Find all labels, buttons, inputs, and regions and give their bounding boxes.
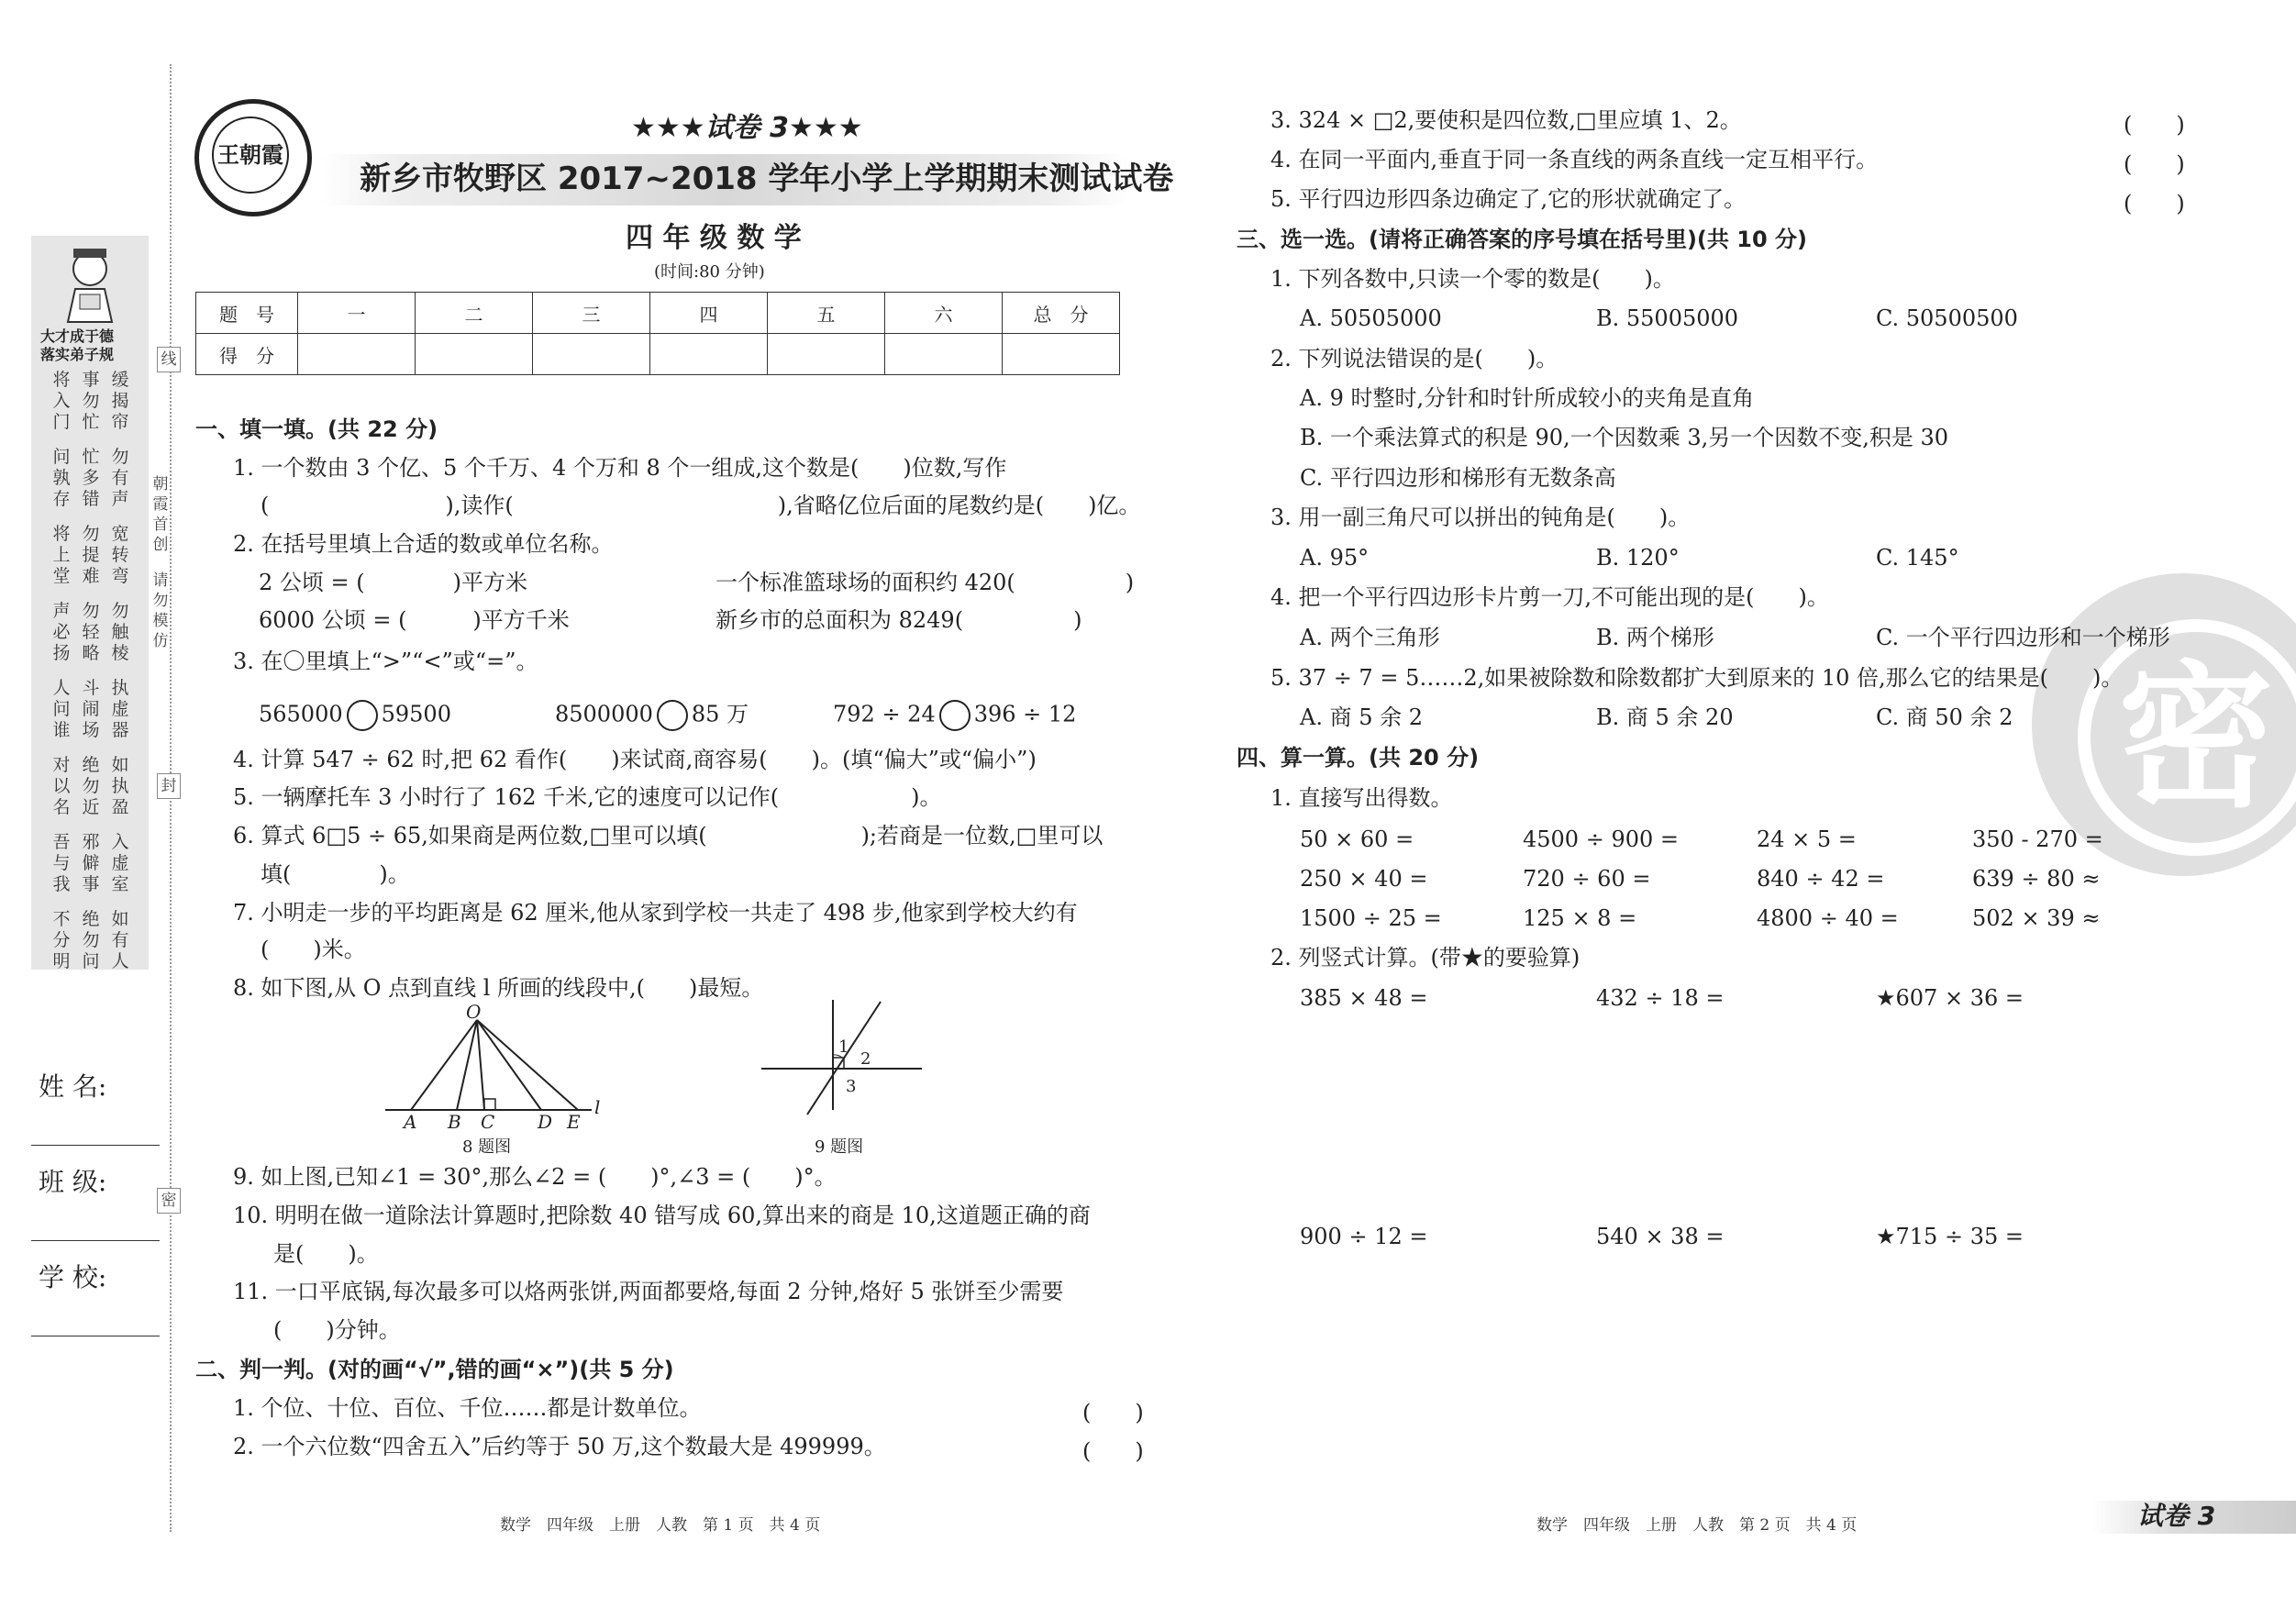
p1-q7-line2: ( )米。 — [261, 937, 366, 962]
p2-item-3: 3. 324 × □2,要使积是四位数,□里应填 1、2。 — [1270, 107, 1742, 133]
judge-answer-paren[interactable]: ( ) — [2124, 151, 2185, 177]
seal-note-2: 请勿模仿 — [152, 571, 169, 650]
motto-line-1: 大才成于德 — [40, 327, 115, 345]
score-input-cell[interactable] — [533, 334, 650, 375]
calc-item: 50 × 60 = — [1300, 826, 1414, 852]
figure-8-perpendicular — [385, 1001, 615, 1136]
subject-title: 四 年 级 数 学 — [626, 222, 802, 254]
p1-q9: 9. 如上图,已知∠1 = 30°,那么∠2 = ( )°,∠3 = ( )°。 — [233, 1164, 837, 1190]
score-cell: 五 — [768, 293, 885, 334]
p2-item-1: 1. 个位、十位、百位、千位……都是计数单位。 — [233, 1395, 702, 1421]
p2-item-4: 4. 在同一平面内,垂直于同一条直线的两条直线一定互相平行。 — [1270, 147, 1879, 172]
q3c-right: 396 ÷ 12 — [973, 701, 1077, 727]
motto-column: 如有人 — [111, 909, 129, 971]
score-table-score-row — [196, 334, 1120, 375]
class-field-line[interactable] — [31, 1240, 160, 1241]
p3-q5-opt-c: C. 商 50 余 2 — [1876, 704, 2013, 730]
calc-item: 720 ÷ 60 = — [1523, 866, 1651, 892]
motto-line-2: 落实弟子规 — [40, 346, 115, 363]
calc-item: 4800 ÷ 40 = — [1757, 905, 1899, 931]
fig8-label-E: E — [567, 1111, 581, 1133]
name-field-label: 姓 名: — [39, 1071, 107, 1102]
motto-column: 将上堂 — [52, 524, 71, 586]
motto-column: 对以名 — [52, 755, 71, 817]
motto-column: 勿轻略 — [82, 601, 100, 663]
score-table — [195, 292, 1120, 375]
compare-circle[interactable] — [347, 700, 378, 731]
part4-heading: 四、算一算。(共 20 分) — [1237, 745, 1480, 771]
fig8-label-A: A — [404, 1111, 417, 1133]
q3b-right: 85 万 — [691, 701, 749, 727]
calc-item: 24 × 5 = — [1757, 826, 1857, 852]
motto-column: 执虚器 — [111, 678, 129, 740]
vertical-calc-item: 540 × 38 = — [1596, 1224, 1725, 1249]
score-input-cell[interactable] — [650, 334, 768, 375]
p1-q2-c: 6000 公顷 = ( )平方千米 — [259, 607, 570, 633]
p3-q4: 4. 把一个平行四边形卡片剪一刀,不可能出现的是( )。 — [1270, 584, 1829, 610]
p1-q3: 3. 在〇里填上“>”“<”或“=”。 — [233, 649, 538, 674]
vertical-calc-item: 432 ÷ 18 = — [1596, 985, 1725, 1011]
motto-column: 忙多错 — [82, 447, 100, 509]
footer-tag: 试卷 3 — [2137, 1501, 2216, 1531]
fig8-caption: 8 题图 — [462, 1137, 512, 1157]
seal-mark-xian: 线 — [157, 347, 181, 372]
p1-q4: 4. 计算 547 ÷ 62 时,把 62 看作( )来试商,商容易( )。(填“偏大”或“偏小”) — [233, 747, 1037, 772]
exam-tag: ★★★试卷 3★★★ — [631, 112, 863, 144]
p4-q1: 1. 直接写出得数。 — [1270, 785, 1453, 811]
p3-q4-opt-a: A. 两个三角形 — [1300, 625, 1440, 650]
motto-column: 不分明 — [52, 909, 71, 971]
score-cell: 得 分 — [196, 334, 298, 375]
motto-column: 将入门 — [52, 370, 71, 432]
score-cell: 四 — [650, 293, 768, 334]
p3-q2-opt-c: C. 平行四边形和梯形有无数条高 — [1300, 465, 1616, 491]
part3-heading: 三、选一选。(请将正确答案的序号填在括号里)(共 10 分) — [1237, 227, 1807, 252]
p1-q8: 8. 如下图,从 O 点到直线 l 所画的线段中,( )最短。 — [233, 975, 764, 1001]
name-field-line[interactable] — [31, 1145, 160, 1146]
calc-item: 350 - 270 = — [1972, 826, 2103, 852]
fig8-label-l: l — [594, 1096, 601, 1118]
mascot-figure — [48, 241, 132, 324]
score-cell: 六 — [885, 293, 1003, 334]
fig8-label-O: O — [466, 1001, 482, 1023]
p3-q1-opt-b: B. 55005000 — [1596, 305, 1739, 331]
compare-circle[interactable] — [939, 700, 971, 731]
p3-q5-opt-b: B. 商 5 余 20 — [1596, 704, 1734, 730]
p1-q11-line2: ( )分钟。 — [273, 1317, 401, 1343]
seal-mark-mi: 密 — [157, 1188, 181, 1214]
p1-q10-line2: 是( )。 — [273, 1241, 379, 1267]
fig9-label-2: 2 — [860, 1049, 871, 1069]
compare-circle[interactable] — [657, 700, 688, 731]
motto-column: 吾与我 — [52, 832, 71, 894]
judge-answer-paren[interactable]: ( ) — [2124, 191, 2185, 216]
p1-q2-d: 新乡市的总面积为 8249( ) — [715, 607, 1082, 633]
fig8-label-C: C — [481, 1111, 495, 1133]
p1-q6-line2: 填( )。 — [261, 861, 410, 887]
figure-9-angles — [761, 1000, 926, 1119]
seal-mark-feng: 封 — [157, 773, 181, 799]
vertical-calc-item: ★715 ÷ 35 = — [1876, 1224, 2024, 1249]
p3-q2-opt-b: B. 一个乘法算式的积是 90,一个因数乘 3,另一个因数不变,积是 30 — [1300, 425, 1949, 450]
p4-q2: 2. 列竖式计算。(带★的要验算) — [1270, 945, 1581, 970]
q3b-left: 8500000 — [555, 701, 653, 727]
p3-q2: 2. 下列说法错误的是( )。 — [1270, 346, 1558, 372]
motto-column: 勿提难 — [82, 524, 100, 586]
motto-column: 缓揭帘 — [111, 370, 129, 432]
footer-left: 数学 四年级 上册 人教 第 1 页 共 4 页 — [500, 1516, 821, 1535]
exam-title: 新乡市牧野区 2017~2018 学年小学上学期期末测试试卷 — [360, 161, 1174, 197]
p1-q3-a — [259, 700, 451, 731]
motto-column: 问孰存 — [52, 447, 71, 509]
score-cell: 三 — [533, 293, 650, 334]
part2-heading: 二、判一判。(对的画“√”,错的画“×”)(共 5 分) — [195, 1357, 674, 1382]
p1-q10-line1: 10. 明明在做一道除法计算题时,把除数 40 错写成 60,算出来的商是 10,这道题正确的商 — [233, 1203, 1091, 1228]
score-input-cell[interactable] — [768, 334, 885, 375]
p3-q3-opt-a: A. 95° — [1300, 545, 1370, 571]
score-input-cell[interactable] — [416, 334, 533, 375]
publisher-logo — [194, 99, 312, 216]
q3c-left: 792 ÷ 24 — [833, 701, 936, 727]
judge-answer-paren[interactable]: ( ) — [2124, 112, 2185, 138]
seal-note-1: 朝霞首创 — [152, 475, 169, 554]
score-input-cell[interactable] — [885, 334, 1003, 375]
motto-column: 绝勿问 — [82, 909, 100, 971]
fig8-label-D: D — [538, 1111, 553, 1133]
p1-q1-line1: 1. 一个数由 3 个亿、5 个千万、4 个万和 8 个一组成,这个数是( )位数,写作 — [233, 455, 1007, 481]
vertical-calc-item: 900 ÷ 12 = — [1300, 1224, 1428, 1249]
vertical-calc-item: 385 × 48 = — [1300, 985, 1428, 1011]
score-input-cell[interactable] — [1003, 334, 1120, 375]
motto-column: 勿触棱 — [111, 601, 129, 663]
score-cell: 二 — [416, 293, 533, 334]
p2-item-5: 5. 平行四边形四条边确定了,它的形状就确定了。 — [1270, 186, 1747, 212]
fig9-label-3: 3 — [846, 1077, 857, 1096]
q3a-left: 565000 — [259, 701, 343, 727]
p3-q4-opt-b: B. 两个梯形 — [1596, 625, 1714, 650]
p3-q3: 3. 用一副三角尺可以拼出的钝角是( )。 — [1270, 505, 1691, 530]
score-cell: 总 分 — [1003, 293, 1120, 334]
calc-item: 840 ÷ 42 = — [1757, 866, 1885, 892]
watermark-text: 密 — [2078, 619, 2296, 856]
p3-q1: 1. 下列各数中,只读一个零的数是( )。 — [1270, 266, 1675, 292]
calc-item: 639 ÷ 80 ≈ — [1972, 866, 2101, 892]
vertical-calc-item: ★607 × 36 = — [1876, 985, 2024, 1011]
fig9-label-1: 1 — [838, 1037, 849, 1057]
p3-q3-opt-c: C. 145° — [1876, 545, 1959, 571]
p3-q3-opt-b: B. 120° — [1596, 545, 1680, 571]
calc-item: 4500 ÷ 900 = — [1523, 826, 1679, 852]
p1-q3-c — [833, 700, 1076, 731]
score-cell: 一 — [298, 293, 416, 334]
motto-column: 勿有声 — [111, 447, 129, 509]
p1-q1-line2: ( ),读作( ),省略亿位后面的尾数约是( )亿。 — [261, 493, 1141, 518]
p1-q2-b: 一个标准篮球场的面积约 420( ) — [715, 570, 1135, 595]
judge-answer-paren[interactable]: ( ) — [1082, 1400, 1144, 1425]
fig8-label-B: B — [448, 1111, 461, 1133]
motto-column: 邪僻事 — [82, 832, 100, 894]
calc-item: 502 × 39 ≈ — [1972, 905, 2101, 931]
motto-column: 绝勿近 — [82, 755, 100, 817]
footer-right: 数学 四年级 上册 人教 第 2 页 共 4 页 — [1536, 1516, 1858, 1535]
p3-q5: 5. 37 ÷ 7 = 5……2,如果被除数和除数都扩大到原来的 10 倍,那么它的结果是( )。 — [1270, 665, 2124, 691]
p1-q2: 2. 在括号里填上合适的数或单位名称。 — [233, 531, 614, 557]
p1-q11-line1: 11. 一口平底锅,每次最多可以烙两张饼,两面都要烙,每面 2 分钟,烙好 5 张饼至少需要 — [233, 1279, 1064, 1304]
calc-item: 1500 ÷ 25 = — [1300, 905, 1442, 931]
motto-column: 人问谁 — [52, 678, 71, 740]
p1-q6-line1: 6. 算式 6□5 ÷ 65,如果商是两位数,□里可以填( );若商是一位数,□里可以 — [233, 823, 1104, 848]
score-table-header-row — [196, 293, 1120, 334]
motto-column: 斗闹场 — [82, 678, 100, 740]
fig9-caption: 9 题图 — [815, 1137, 864, 1157]
calc-item: 250 × 40 = — [1300, 866, 1428, 892]
calc-item: 125 × 8 = — [1523, 905, 1637, 931]
p1-q2-a: 2 公顷 = ( )平方米 — [259, 570, 527, 595]
p3-q2-opt-a: A. 9 时整时,分针和时针所成较小的夹角是直角 — [1300, 385, 1755, 411]
logo-text: 王朝霞 — [212, 116, 289, 194]
judge-answer-paren[interactable]: ( ) — [1082, 1438, 1144, 1464]
motto-column: 声必扬 — [52, 601, 71, 663]
p2-item-2: 2. 一个六位数“四舍五入”后约等于 50 万,这个数最大是 499999。 — [233, 1434, 886, 1459]
p1-q7-line1: 7. 小明走一步的平均距离是 62 厘米,他从家到学校一共走了 498 步,他家到学校大约有 — [233, 900, 1078, 926]
p3-q5-opt-a: A. 商 5 余 2 — [1300, 704, 1424, 730]
part1-heading: 一、填一填。(共 22 分) — [195, 416, 438, 442]
score-cell: 题 号 — [196, 293, 298, 334]
q3a-right: 59500 — [381, 701, 451, 727]
class-field-label: 班 级: — [39, 1167, 107, 1197]
p3-q4-opt-c: C. 一个平行四边形和一个梯形 — [1876, 625, 2170, 650]
motto-column: 如执盈 — [111, 755, 129, 817]
p1-q5: 5. 一辆摩托车 3 小时行了 162 千米,它的速度可以记作( )。 — [233, 784, 942, 810]
p3-q1-opt-c: C. 50500500 — [1876, 305, 2018, 331]
exam-time: (时间:80 分钟) — [654, 262, 765, 282]
motto-column: 事勿忙 — [82, 370, 100, 432]
p3-q1-opt-a: A. 50505000 — [1300, 305, 1442, 331]
motto-column: 宽转弯 — [111, 524, 129, 586]
school-field-label: 学 校: — [39, 1262, 107, 1292]
score-input-cell[interactable] — [298, 334, 416, 375]
motto-column: 入虚室 — [111, 832, 129, 894]
p1-q3-b — [555, 700, 749, 731]
